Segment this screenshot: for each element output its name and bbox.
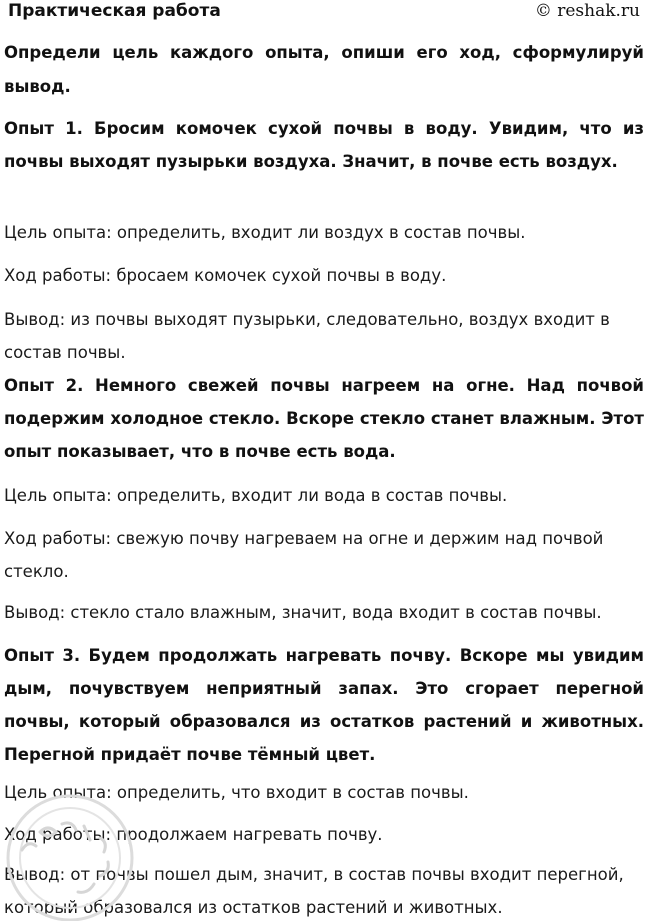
source-watermark: © reshak.ru <box>534 1 640 21</box>
experiment-3-goal: Цель опыта: определить, что входит в состав почвы. <box>4 783 469 802</box>
experiment-2-title: Опыт 2. Немного свежей почвы нагреем на огне. Над почвой подержим холодное стекло. Вскоре стекло станет влажным. Этот опыт показывает, что в почве есть вода. <box>4 376 644 461</box>
experiment-2-conclusion: Вывод: стекло стало влажным, значит, вода входит в состав почвы. <box>4 603 602 622</box>
experiment-3-title: Опыт 3. Будем продолжать нагревать почву. Вскоре мы увидим дым, почувствуем неприятный запах. Это сгорает перегной почвы, который образовался из остатков растений и животных. Перегной придаёт почве тёмный цвет. <box>4 646 644 764</box>
header <box>4 0 646 30</box>
experiment-1-title: Опыт 1. Бросим комочек сухой почвы в воду. Увидим, что из почвы выходят пузырьки воздуха. Значит, в почве есть воздух. <box>4 119 644 171</box>
experiment-3-conclusion: Вывод: от почвы пошел дым, значит, в состав почвы входит перегной, который образовался из остатков растений и животных. <box>4 865 624 917</box>
task-instruction: Определи цель каждого опыта, опиши его ход, сформулируй вывод. <box>4 43 644 96</box>
experiment-2-procedure: Ход работы: свежую почву нагреваем на огне и держим над почвой стекло. <box>4 529 604 581</box>
experiment-2-goal: Цель опыта: определить, входит ли вода в состав почвы. <box>4 486 508 505</box>
experiment-3-procedure: Ход работы: продолжаем нагревать почву. <box>4 825 383 844</box>
experiment-1-procedure: Ход работы: бросаем комочек сухой почвы в воду. <box>4 266 447 285</box>
experiment-1-goal: Цель опыта: определить, входит ли воздух в состав почвы. <box>4 223 526 242</box>
page-title: Практическая работа <box>8 1 221 21</box>
experiment-1-conclusion: Вывод: из почвы выходят пузырьки, следовательно, воздух входит в состав почвы. <box>4 310 610 362</box>
